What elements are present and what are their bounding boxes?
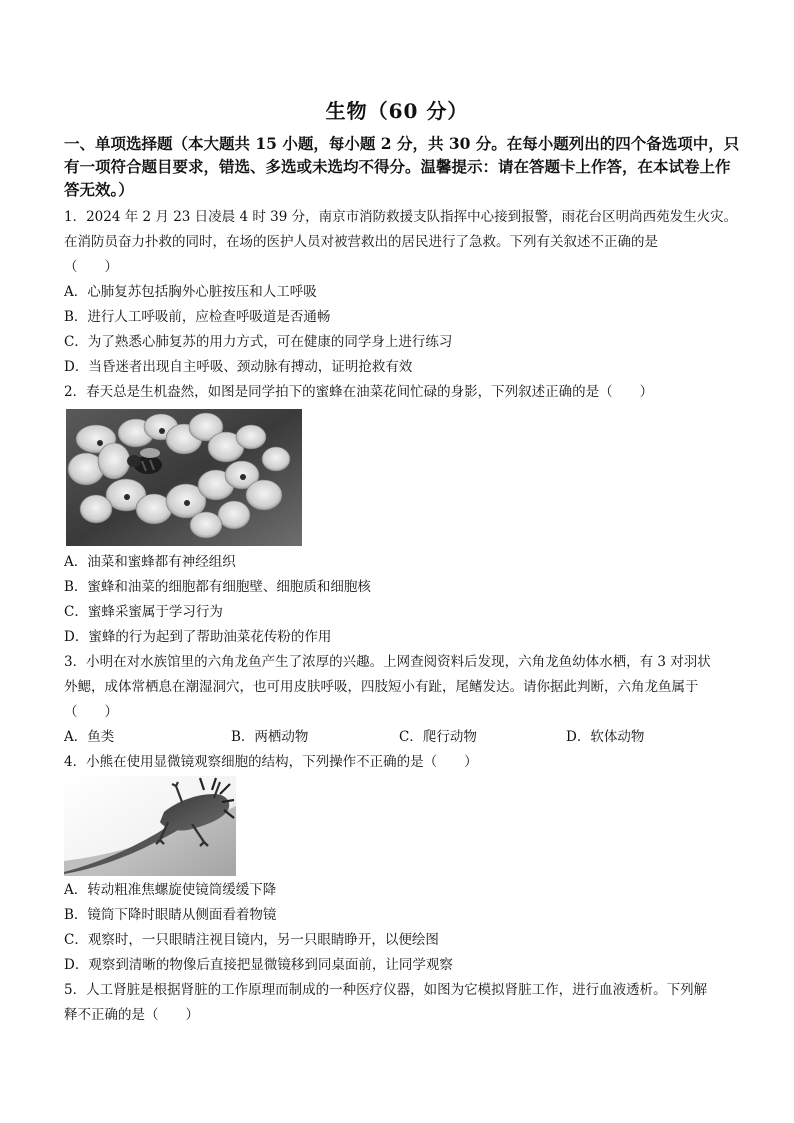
q3-option-a: A．鱼类 [64,729,115,745]
q3-stem-line1: 3．小明在对水族馆里的六角龙鱼产生了浓厚的兴趣。上网查阅资料后发现，六角龙鱼幼体水栖，有 3 对羽状 [64,654,711,670]
q3-answer-blank: （ ） [64,704,118,720]
q5-stem-line2: 释不正确的是（ ） [64,1007,199,1023]
q1-stem-line1: 1．2024 年 2 月 23 日凌晨 4 时 39 分，南京市消防救援支队指挥中心接到报警，雨花台区明尚西苑发生火灾。 [64,209,738,225]
q2-option-a: A．油菜和蜜蜂都有神经组织 [64,554,236,570]
bee-on-rapeseed-flowers-photo [66,409,302,546]
q3-option-b: B．两栖动物 [231,729,309,745]
q3-stem-line2: 外鳃，成体常栖息在潮湿洞穴，也可用皮肤呼吸，四肢短小有趾，尾鳍发达。请你据此判断，六角龙鱼属于 [64,679,699,695]
q1-answer-blank: （ ） [64,259,118,275]
section-heading: 一、单项选择题（本大题共 15 小题，每小题 2 分，共 30 分。在每小题列出的四个备选项中，只有一项符合题目要求，错选、多选或未选均不得分。温馨提示：请在答题卡上作答，在本试卷上作答无效。） [64,134,740,199]
q1-stem-line2: 在消防员奋力扑救的同时，在场的医护人员对被营救出的居民进行了急救。下列有关叙述不正确的是 [64,234,658,250]
q2-stem: 2．春天总是生机盎然，如图是同学拍下的蜜蜂在油菜花间忙碌的身影，下列叙述正确的是（ ） [64,384,654,400]
q4-option-c: C．观察时，一只眼睛注视目镜内，另一只眼睛睁开，以便绘图 [64,932,439,948]
page-title: 生物（60 分） [325,99,469,123]
q5-stem-line1: 5．人工肾脏是根据肾脏的工作原理而制成的一种医疗仪器，如图为它模拟肾脏工作，进行血液透析。下列解 [64,982,708,998]
q4-option-b: B．镜筒下降时眼睛从侧面看着物镜 [64,907,277,923]
q4-stem: 4．小熊在使用显微镜观察细胞的结构，下列操作不正确的是（ ） [64,754,478,770]
q1-option-d: D．当昏迷者出现自主呼吸、颈动脉有搏动，证明抢救有效 [64,359,413,375]
q2-option-c: C．蜜蜂采蜜属于学习行为 [64,604,223,620]
q1-option-a: A．心肺复苏包括胸外心脏按压和人工呼吸 [64,284,317,300]
q1-option-b: B．进行人工呼吸前，应检查呼吸道是否通畅 [64,309,331,325]
q2-option-d: D．蜜蜂的行为起到了帮助油菜花传粉的作用 [64,629,332,645]
q2-option-b: B．蜜蜂和油菜的细胞都有细胞壁、细胞质和细胞核 [64,579,371,595]
q4-option-a: A．转动粗准焦螺旋使镜筒缓缓下降 [64,882,277,898]
q3-option-d: D．软体动物 [566,729,645,745]
q4-option-d: D．观察到清晰的物像后直接把显微镜移到同桌面前，让同学观察 [64,957,453,973]
q3-option-c: C．爬行动物 [399,729,477,745]
q1-option-c: C．为了熟悉心肺复苏的用力方式，可在健康的同学身上进行练习 [64,334,453,350]
axolotl-photo [64,776,236,876]
